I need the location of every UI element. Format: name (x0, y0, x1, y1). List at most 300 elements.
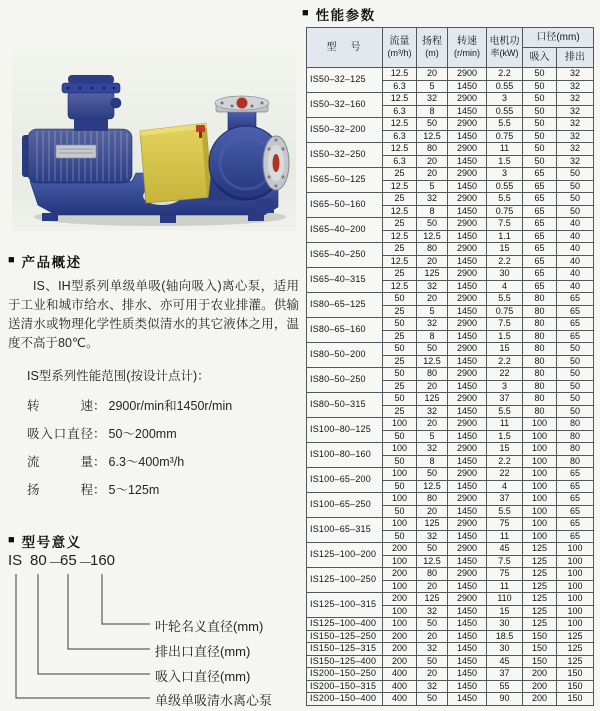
col-header-power: 电机功 率(kW) (487, 28, 523, 68)
value-cell: 40 (557, 230, 594, 243)
section-title-overview (8, 251, 82, 271)
value-cell: 7.5 (487, 555, 523, 568)
value-cell: 150 (523, 630, 557, 643)
value-cell: 50 (557, 205, 594, 218)
value-cell: 32 (557, 105, 594, 118)
model-cell: IS125–100–315 (307, 593, 383, 618)
value-cell: 80 (523, 380, 557, 393)
value-cell: 80 (523, 318, 557, 331)
value-cell: 125 (523, 580, 557, 593)
model-cell: IS65–40–200 (307, 218, 383, 243)
value-cell: 3 (487, 168, 523, 181)
model-cell: IS100–65–200 (307, 468, 383, 493)
value-cell: 100 (557, 555, 594, 568)
model-cell: IS80–50–250 (307, 368, 383, 393)
value-cell: 80 (523, 305, 557, 318)
value-cell: 50 (417, 118, 448, 131)
value-cell: 5.5 (487, 118, 523, 131)
value-cell: 65 (557, 468, 594, 481)
value-cell: 2900 (448, 218, 487, 231)
model-cell: IS80–65–125 (307, 293, 383, 318)
col-header-diameter: 口径(mm) (523, 28, 594, 48)
value-cell: 125 (523, 593, 557, 606)
value-cell: 100 (383, 580, 417, 593)
table-row (307, 368, 594, 381)
value-cell: 65 (523, 193, 557, 206)
value-cell: 100 (383, 605, 417, 618)
value-cell: 20 (417, 155, 448, 168)
table-row (307, 143, 594, 156)
value-cell: 100 (557, 580, 594, 593)
value-cell: 50 (523, 93, 557, 106)
value-cell: 8 (417, 205, 448, 218)
table-row (307, 168, 594, 181)
value-cell: 1450 (448, 105, 487, 118)
value-cell: 5.5 (487, 505, 523, 518)
value-cell: 200 (383, 543, 417, 556)
value-cell: 1450 (448, 643, 487, 656)
value-cell: 65 (523, 180, 557, 193)
value-cell: 6.3 (383, 105, 417, 118)
table-row (307, 518, 594, 531)
value-cell: 50 (383, 430, 417, 443)
model-cell: IS150–125–400 (307, 655, 383, 668)
value-cell: 50 (383, 393, 417, 406)
value-cell: 150 (557, 693, 594, 706)
value-cell: 25 (383, 305, 417, 318)
model-part-1: 80 (30, 552, 47, 569)
value-cell: 2900 (448, 293, 487, 306)
value-cell: 5 (417, 430, 448, 443)
value-cell: 32 (557, 93, 594, 106)
value-cell: 65 (523, 280, 557, 293)
value-cell: 0.75 (487, 205, 523, 218)
value-cell: 40 (557, 243, 594, 256)
value-cell: 80 (557, 443, 594, 456)
value-cell: 15 (487, 443, 523, 456)
value-cell: 50 (383, 318, 417, 331)
value-cell: 65 (557, 330, 594, 343)
table-row (307, 618, 594, 631)
model-meaning-title-text: 型号意义 (21, 535, 82, 550)
value-cell: 65 (523, 205, 557, 218)
model-cell: IS50–32–125 (307, 68, 383, 93)
value-cell: 65 (523, 255, 557, 268)
table-row (307, 68, 594, 81)
value-cell: 8 (417, 330, 448, 343)
value-cell: 100 (383, 618, 417, 631)
table-row (307, 468, 594, 481)
value-cell: 2.2 (487, 68, 523, 81)
value-cell: 200 (383, 568, 417, 581)
value-cell: 7.5 (487, 218, 523, 231)
value-cell: 2.2 (487, 455, 523, 468)
value-cell: 1450 (448, 618, 487, 631)
value-cell: 1450 (448, 505, 487, 518)
value-cell: 100 (557, 618, 594, 631)
value-cell: 2900 (448, 443, 487, 456)
performance-table-body (307, 68, 594, 706)
value-cell: 50 (557, 343, 594, 356)
value-cell: 200 (383, 630, 417, 643)
value-cell: 50 (557, 393, 594, 406)
value-cell: 50 (417, 655, 448, 668)
model-part-3: 160 (90, 552, 116, 569)
value-cell: 6.3 (383, 80, 417, 93)
table-row (307, 393, 594, 406)
value-cell: 32 (417, 680, 448, 693)
table-row (307, 418, 594, 431)
value-cell: 32 (417, 93, 448, 106)
value-cell: 50 (417, 693, 448, 706)
value-cell: 125 (417, 393, 448, 406)
value-cell: 40 (557, 268, 594, 281)
col-header-discharge: 排出 (557, 48, 594, 68)
model-cell: IS100–65–250 (307, 493, 383, 518)
value-cell: 100 (383, 468, 417, 481)
value-cell: 200 (523, 680, 557, 693)
spec-colon: ： (93, 483, 106, 497)
diagram-label-discharge-diameter: 排出口直径(mm) (155, 644, 251, 659)
model-cell: IS65–40–250 (307, 243, 383, 268)
value-cell: 65 (523, 230, 557, 243)
value-cell: 4 (487, 280, 523, 293)
value-cell: 65 (557, 530, 594, 543)
value-cell: 6.3 (383, 155, 417, 168)
value-cell: 0.75 (487, 305, 523, 318)
value-cell: 32 (417, 530, 448, 543)
model-cell: IS200–150–315 (307, 680, 383, 693)
value-cell: 5 (417, 305, 448, 318)
value-cell: 1450 (448, 430, 487, 443)
value-cell: 200 (383, 655, 417, 668)
value-cell: 1450 (448, 555, 487, 568)
spec-label: 流量 (27, 455, 93, 469)
value-cell: 50 (417, 218, 448, 231)
value-cell: 12.5 (383, 143, 417, 156)
value-cell: 20 (417, 668, 448, 681)
value-cell: 50 (417, 343, 448, 356)
value-cell: 150 (557, 680, 594, 693)
col-header-flow: 流量 (m³/h) (383, 28, 417, 68)
value-cell: 50 (523, 68, 557, 81)
value-cell: 110 (487, 593, 523, 606)
value-cell: 100 (557, 568, 594, 581)
value-cell: 80 (417, 368, 448, 381)
model-cell: IS150–125–250 (307, 630, 383, 643)
value-cell: 400 (383, 693, 417, 706)
value-cell: 12.5 (383, 255, 417, 268)
value-cell: 80 (523, 330, 557, 343)
value-cell: 12.5 (417, 555, 448, 568)
value-cell: 5.5 (487, 405, 523, 418)
value-cell: 50 (523, 105, 557, 118)
value-cell: 100 (523, 443, 557, 456)
model-part-2: 65 (60, 552, 77, 569)
value-cell: 3 (487, 380, 523, 393)
value-cell: 1450 (448, 130, 487, 143)
model-cell: IS65–50–125 (307, 168, 383, 193)
value-cell: 2900 (448, 243, 487, 256)
spec-colon: ： (93, 427, 106, 441)
table-row (307, 680, 594, 693)
value-cell: 3 (487, 93, 523, 106)
model-cell: IS50–32–250 (307, 143, 383, 168)
value-cell: 80 (523, 343, 557, 356)
model-cell: IS100–80–160 (307, 443, 383, 468)
value-cell: 65 (557, 318, 594, 331)
value-cell: 2900 (448, 118, 487, 131)
value-cell: 100 (523, 518, 557, 531)
value-cell: 32 (417, 605, 448, 618)
value-cell: 11 (487, 530, 523, 543)
spec-value: 50～200mm (108, 427, 177, 441)
value-cell: 75 (487, 518, 523, 531)
value-cell: 32 (557, 143, 594, 156)
table-row (307, 243, 594, 256)
value-cell: 40 (557, 218, 594, 231)
value-cell: 50 (417, 618, 448, 631)
value-cell: 80 (417, 493, 448, 506)
value-cell: 15 (487, 605, 523, 618)
value-cell: 50 (557, 193, 594, 206)
value-cell: 65 (523, 243, 557, 256)
value-cell: 12.5 (383, 68, 417, 81)
value-cell: 80 (523, 368, 557, 381)
range-title: IS型系列性能范围(按设计点计)： (27, 369, 210, 383)
value-cell: 400 (383, 668, 417, 681)
value-cell: 50 (383, 530, 417, 543)
value-cell: 12.5 (417, 230, 448, 243)
value-cell: 65 (557, 505, 594, 518)
section-title-model-meaning (8, 531, 82, 551)
value-cell: 5.5 (487, 193, 523, 206)
value-cell: 150 (557, 668, 594, 681)
value-cell: 50 (383, 480, 417, 493)
value-cell: 400 (383, 680, 417, 693)
value-cell: 11 (487, 580, 523, 593)
value-cell: 1450 (448, 405, 487, 418)
value-cell: 5.5 (487, 293, 523, 306)
value-cell: 32 (417, 643, 448, 656)
table-row (307, 643, 594, 656)
value-cell: 50 (523, 80, 557, 93)
value-cell: 1450 (448, 605, 487, 618)
value-cell: 80 (523, 405, 557, 418)
value-cell: 100 (557, 543, 594, 556)
value-cell: 50 (383, 293, 417, 306)
spec-row-head (27, 476, 232, 504)
value-cell: 80 (417, 243, 448, 256)
value-cell: 32 (417, 318, 448, 331)
table-row (307, 493, 594, 506)
value-cell: 200 (383, 643, 417, 656)
value-cell: 50 (557, 368, 594, 381)
table-row (307, 218, 594, 231)
model-cell: IS65–50–160 (307, 193, 383, 218)
value-cell: 15 (487, 343, 523, 356)
value-cell: 7.5 (487, 318, 523, 331)
value-cell: 80 (557, 430, 594, 443)
value-cell: 65 (523, 218, 557, 231)
value-cell: 32 (417, 405, 448, 418)
value-cell: 80 (523, 355, 557, 368)
value-cell: 50 (523, 130, 557, 143)
value-cell: 75 (487, 568, 523, 581)
value-cell: 2900 (448, 493, 487, 506)
value-cell: 50 (417, 543, 448, 556)
value-cell: 12.5 (417, 130, 448, 143)
square-bullet-icon: ■ (8, 533, 15, 546)
value-cell: 30 (487, 618, 523, 631)
value-cell: 55 (487, 680, 523, 693)
value-cell: 0.55 (487, 105, 523, 118)
value-cell: 65 (523, 268, 557, 281)
table-row (307, 318, 594, 331)
value-cell: 25 (383, 330, 417, 343)
value-cell: 100 (523, 455, 557, 468)
value-cell: 65 (557, 518, 594, 531)
value-cell: 2900 (448, 418, 487, 431)
value-cell: 2900 (448, 393, 487, 406)
table-row (307, 268, 594, 281)
value-cell: 2900 (448, 318, 487, 331)
value-cell: 5 (417, 180, 448, 193)
value-cell: 1450 (448, 530, 487, 543)
overview-title-text: 产品概述 (21, 255, 82, 270)
value-cell: 2900 (448, 543, 487, 556)
model-cell: IS125–100–200 (307, 543, 383, 568)
value-cell: 1450 (448, 680, 487, 693)
value-cell: 2900 (448, 518, 487, 531)
value-cell: 11 (487, 143, 523, 156)
value-cell: 30 (487, 643, 523, 656)
value-cell: 100 (523, 418, 557, 431)
value-cell: 12.5 (383, 230, 417, 243)
value-cell: 32 (417, 193, 448, 206)
value-cell: 125 (557, 643, 594, 656)
value-cell: 45 (487, 543, 523, 556)
model-cell: IS65–40–315 (307, 268, 383, 293)
value-cell: 2900 (448, 143, 487, 156)
value-cell: 200 (523, 668, 557, 681)
spec-label: 吸入口直径 (27, 427, 93, 441)
value-cell: 25 (383, 218, 417, 231)
value-cell: 12.5 (383, 118, 417, 131)
col-header-suction: 吸入 (523, 48, 557, 68)
value-cell: 2.2 (487, 255, 523, 268)
value-cell: 1450 (448, 480, 487, 493)
value-cell: 80 (557, 455, 594, 468)
value-cell: 1450 (448, 180, 487, 193)
value-cell: 1450 (448, 668, 487, 681)
value-cell: 100 (523, 505, 557, 518)
value-cell: 37 (487, 393, 523, 406)
value-cell: 32 (557, 130, 594, 143)
value-cell: 25 (383, 405, 417, 418)
value-cell: 50 (523, 155, 557, 168)
value-cell: 20 (417, 68, 448, 81)
value-cell: 32 (557, 155, 594, 168)
value-cell: 100 (523, 530, 557, 543)
value-cell: 45 (487, 655, 523, 668)
value-cell: 125 (523, 555, 557, 568)
value-cell: 20 (417, 505, 448, 518)
table-row (307, 655, 594, 668)
table-row (307, 293, 594, 306)
value-cell: 25 (383, 268, 417, 281)
value-cell: 1450 (448, 693, 487, 706)
diagram-label-suction-diameter: 吸入口直径(mm) (155, 669, 251, 684)
performance-table-header (307, 28, 594, 68)
value-cell: 20 (417, 168, 448, 181)
spec-label: 转速 (27, 399, 93, 413)
value-cell: 12.5 (417, 480, 448, 493)
performance-table (306, 27, 594, 706)
value-cell: 150 (523, 643, 557, 656)
value-cell: 25 (383, 168, 417, 181)
value-cell: 11 (487, 418, 523, 431)
spec-list (27, 392, 232, 504)
value-cell: 65 (557, 480, 594, 493)
value-cell: 50 (383, 455, 417, 468)
value-cell: 1450 (448, 305, 487, 318)
value-cell: 18.5 (487, 630, 523, 643)
value-cell: 1450 (448, 330, 487, 343)
value-cell: 1450 (448, 155, 487, 168)
value-cell: 0.55 (487, 80, 523, 93)
diagram-label-impeller-diameter: 叶轮名义直径(mm) (155, 619, 264, 634)
pump-photo (12, 45, 296, 231)
value-cell: 32 (557, 80, 594, 93)
value-cell: 50 (523, 118, 557, 131)
col-header-speed: 转速 (r/min) (448, 28, 487, 68)
table-row (307, 630, 594, 643)
value-cell: 2900 (448, 468, 487, 481)
value-cell: 1450 (448, 655, 487, 668)
spec-colon: ： (93, 455, 106, 469)
value-cell: 100 (523, 468, 557, 481)
col-header-head: 扬程 (m) (417, 28, 448, 68)
value-cell: 1450 (448, 630, 487, 643)
value-cell: 100 (557, 605, 594, 618)
model-cell: IS125–100–250 (307, 568, 383, 593)
value-cell: 32 (557, 68, 594, 81)
value-cell: 37 (487, 493, 523, 506)
value-cell: 1450 (448, 205, 487, 218)
value-cell: 20 (417, 630, 448, 643)
value-cell: 40 (557, 280, 594, 293)
value-cell: 50 (383, 505, 417, 518)
model-cell: IS80–50–200 (307, 343, 383, 368)
value-cell: 1450 (448, 230, 487, 243)
value-cell: 1450 (448, 580, 487, 593)
value-cell: 1.5 (487, 330, 523, 343)
value-cell: 80 (417, 143, 448, 156)
table-row (307, 693, 594, 706)
value-cell: 12.5 (383, 205, 417, 218)
value-cell: 30 (487, 268, 523, 281)
col-header-model: 型 号 (307, 28, 383, 68)
value-cell: 50 (557, 168, 594, 181)
value-cell: 1450 (448, 380, 487, 393)
square-bullet-icon: ■ (8, 253, 15, 266)
value-cell: 2.2 (487, 355, 523, 368)
value-cell: 1450 (448, 80, 487, 93)
value-cell: 20 (417, 418, 448, 431)
value-cell: 100 (383, 443, 417, 456)
value-cell: 65 (523, 168, 557, 181)
